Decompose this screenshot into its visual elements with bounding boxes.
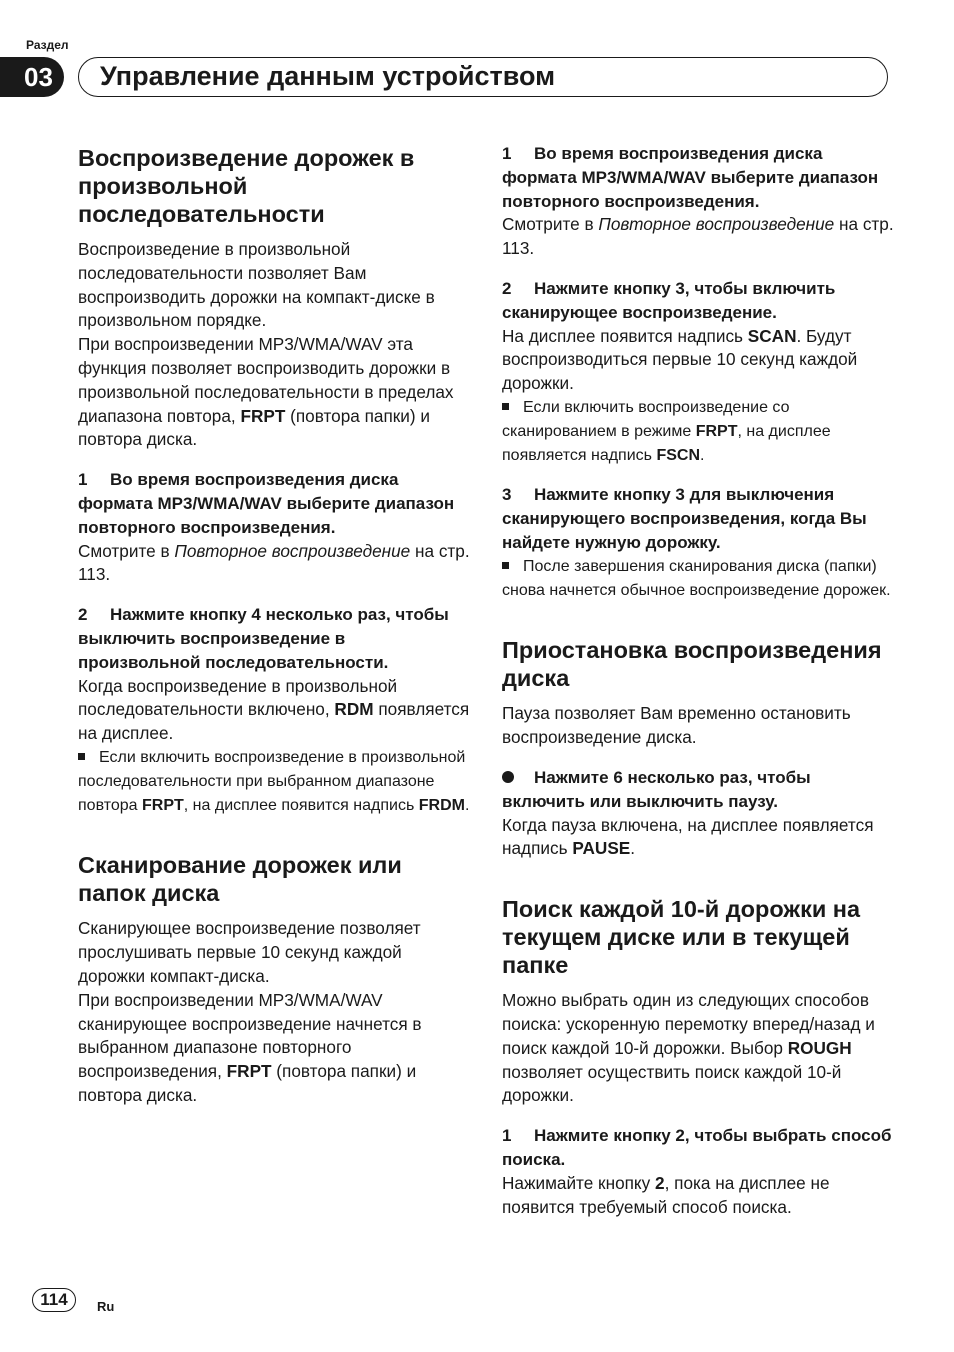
- scan-intro-2: При воспроизведении MP3/WMA/WAV сканирующее воспроизведение начнется в выбранном диапазоне повторного воспроизведения, FRPT (повтора папки) и повтора диска.: [78, 989, 422, 1105]
- random-step-1-body: Смотрите в Повторное воспроизведение на стр. 113.: [78, 540, 470, 585]
- pause-step: Нажмите 6 несколько раз, чтобы включить или выключить паузу.: [502, 767, 811, 811]
- pause-intro: Пауза позволяет Вам временно остановить воспроизведение диска.: [502, 703, 851, 748]
- scan-step-2: 2 Нажмите кнопку 3, чтобы включить сканирующее воспроизведение.: [502, 278, 836, 322]
- scan-step-3: 3 Нажмите кнопку 3 для выключения сканирующего воспроизведения, когда Вы найдете нужную дорожку.: [502, 485, 867, 552]
- scan-intro-1: Сканирующее воспроизведение позволяет прослушивать первые 10 секунд каждой дорожки компакт-диска.: [78, 918, 421, 986]
- scan-step-1-body: Смотрите в Повторное воспроизведение на стр. 113.: [502, 214, 894, 259]
- scan-step-2-body: На дисплее появится надпись SCAN. Будут воспроизводиться первые 10 секунд каждой дорожки.: [502, 325, 858, 394]
- bullet-dot-icon: [502, 771, 514, 783]
- search-step-1-body: Нажимайте кнопку 2, пока на дисплее не появится требуемый способ поиска.: [502, 1172, 830, 1217]
- random-intro-1: Воспроизведение в произвольной последовательности позволяет Вам воспроизводить дорожки на компакт-диске в произвольном порядке.: [78, 239, 435, 331]
- random-note: Если включить воспроизведение в произвольной последовательности при выбранном диапазоне повтора FRPT, на дисплее появится надпись FRDM.: [78, 748, 470, 814]
- search-step-1: 1 Нажмите кнопку 2, чтобы выбрать способ поиска.: [502, 1126, 892, 1169]
- scan-heading: Сканирование дорожек или папок диска: [78, 852, 402, 907]
- page-number: 114: [32, 1288, 76, 1312]
- left-column: [78, 140, 470, 1108]
- pause-heading: Приостановка воспроизведения диска: [502, 637, 882, 692]
- random-step-2: 2 Нажмите кнопку 4 несколько раз, чтобы выключить воспроизведение в произвольной последовательности.: [78, 605, 449, 672]
- bullet-square-icon: [78, 753, 85, 760]
- search-heading: Поиск каждой 10-й дорожки на текущем диске или в текущей папке: [502, 896, 861, 979]
- scan-note-1: Если включить воспроизведение со сканированием в режиме FRPT, на дисплее появляется надпись FSCN.: [502, 398, 831, 464]
- search-intro: Можно выбрать один из следующих способов поиска: ускоренную перемотку вперед/назад и поиск каждой 10-й дорожки. Выбор ROUGH позволяет осуществить поиск каждой 10-й дорожки.: [502, 990, 875, 1106]
- bullet-square-icon: [502, 403, 509, 410]
- right-column: [502, 140, 894, 1219]
- scan-step-1: 1 Во время воспроизведения диска формата MP3/WMA/WAV выберите диапазон повторного воспроизведения.: [502, 144, 879, 211]
- scan-note-2: После завершения сканирования диска (папки) снова начнется обычное воспроизведение дорожек.: [502, 557, 891, 599]
- random-step-1: 1 Во время воспроизведения диска формата MP3/WMA/WAV выберите диапазон повторного воспроизведения.: [78, 470, 455, 537]
- section-label: Раздел: [26, 38, 69, 52]
- random-intro-2: При воспроизведении MP3/WMA/WAV эта функция позволяет воспроизводить дорожки в произвольной последовательности в пределах диапазона повтора, FRPT (повтора папки) и повтора диска.: [78, 334, 454, 450]
- language-code: Ru: [97, 1299, 115, 1314]
- pause-step-body: Когда пауза включена, на дисплее появляется надпись PAUSE.: [502, 814, 874, 859]
- section-number-badge: 03: [0, 57, 64, 97]
- random-step-2-body: Когда воспроизведение в произвольной последовательности включено, RDM появляется на дисплее.: [78, 675, 470, 744]
- page-title: Управление данным устройством: [100, 61, 556, 91]
- bullet-square-icon: [502, 562, 509, 569]
- random-heading: Воспроизведение дорожек в произвольной последовательности: [78, 145, 415, 227]
